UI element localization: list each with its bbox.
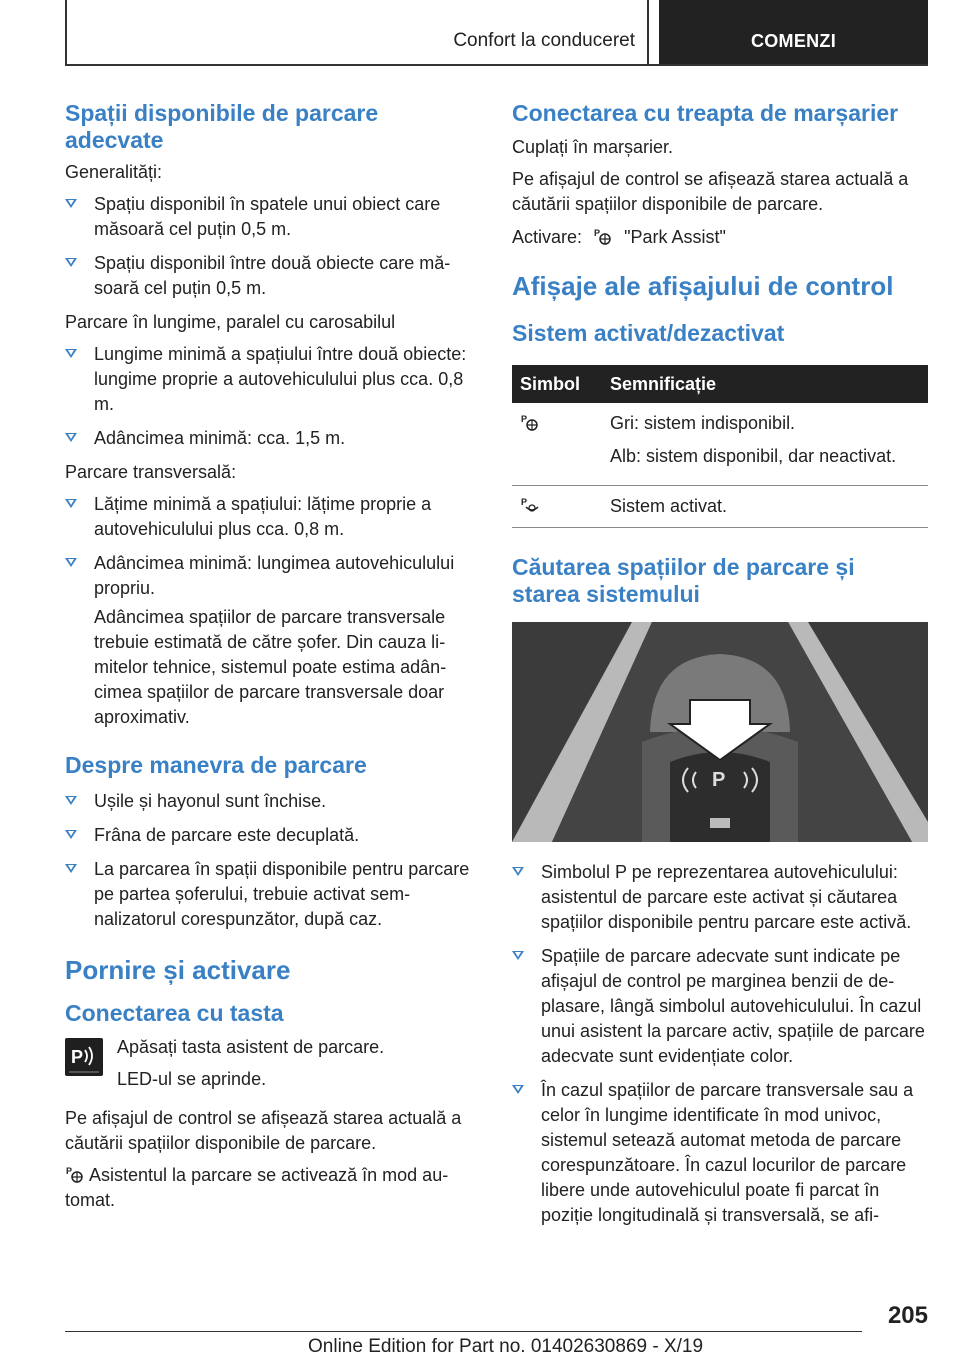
transverse-note: Adâncimea spațiilor de parcare transversale trebuie estimată de către șofer. Din cauza limitelor tehnice, sistemul poate estima adâncimea spațiilor de parcare transversale doar aproximativ.: [94, 607, 447, 727]
bullet-triangle-icon: [65, 499, 77, 508]
longitudinal-label: Parcare în lungime, paralel cu carosabilul: [65, 312, 396, 332]
park-assist-active-icon: [520, 495, 540, 515]
row1-white: Alb: sistem disponibil, dar neactivat.: [610, 446, 897, 466]
bullet-triangle-icon: [65, 796, 77, 805]
maneuver-list: [65, 789, 477, 932]
page-number: 205: [887, 1302, 928, 1329]
heading-reverse: Conectarea cu treapta de marșarier: [512, 100, 899, 126]
reverse-p2: Pe afișajul de control se afișează starea actuală a căutării spațiilor disponibile de parcare.: [512, 169, 909, 214]
bullet-triangle-icon: [65, 349, 77, 358]
button-instruction: [65, 1035, 477, 1092]
list-item: Simbolul P pe reprezentarea autovehiculului: asistentul de parcare este activat și căutarea spațiilor disponibile pentru parcare este activă.: [512, 860, 928, 935]
heading-spaces: Spații disponibile de parcare adecvate: [65, 100, 379, 153]
list-item: Lățime minimă a spațiului: lățime proprie a autovehiculului plus cca. 0,8 m.: [65, 492, 477, 542]
footer-rule: [65, 1331, 862, 1332]
list-item: Adâncimea minimă: lungimea autovehiculului propriu.: [65, 551, 477, 601]
general-list: [65, 192, 477, 301]
row1-gray: Gri: sistem indisponibil.: [610, 413, 796, 433]
figure-p-label: P: [712, 769, 726, 791]
activate-line: Activare: P "Park Assist": [512, 227, 726, 247]
reverse-p1: Cuplați în marșarier.: [512, 137, 674, 157]
list-item: Spațiu disponibil în spatele unui obiect care măsoară cel puțin 0,5 m.: [65, 192, 477, 242]
heading-system: Sistem activat/dezactivat: [512, 320, 785, 346]
symbol-table: [512, 365, 928, 528]
list-item: Spațiu disponibil între două obiecte care măsoară cel puțin 0,5 m.: [65, 251, 477, 301]
bullet-triangle-icon: [512, 867, 524, 876]
list-item: Lungime minimă a spațiului între două obiecte: lungime proprie a autovehiculului plus cca. 0,8 m.: [65, 342, 477, 417]
heading-button: Conectarea cu tasta: [65, 1000, 284, 1026]
park-assist-icon: [65, 1164, 85, 1184]
transverse-list: [65, 492, 477, 601]
right-column: [512, 100, 928, 1237]
auto-text: P Asistentul la parcare se activează în mod automat.: [65, 1165, 449, 1210]
heading-search: Căutarea spațiilor de parcare și starea sistemului: [512, 554, 855, 607]
list-item: La parcarea în spații disponibile pentru parcare pe partea șoferului, trebuie activat semnalizatorul corespunzător, după caz.: [65, 857, 477, 932]
row2-active: Sistem activat.: [610, 496, 728, 516]
table-row: [512, 486, 928, 528]
longitudinal-list: [65, 342, 477, 451]
svg-text:P: P: [594, 228, 601, 238]
bullet-triangle-icon: [512, 1085, 524, 1094]
table-row: [512, 403, 928, 486]
search-list: [512, 860, 928, 1228]
left-column: [65, 100, 477, 1220]
transverse-label: Parcare transversală:: [65, 462, 237, 482]
park-assist-icon: [520, 412, 540, 432]
list-item: Adâncimea minimă: cca. 1,5 m.: [65, 426, 477, 451]
park-assist-button-icon: [65, 1038, 103, 1076]
list-item: Spațiile de parcare adecvate sunt indicate pe afișajul de control pe marginea benzii de deplasare, lângă simbolul autovehiculului. În cazul unui asistent la parcare activ, spațiile de parcare adecvate sunt evidențiate color.: [512, 944, 928, 1069]
header-tab[interactable]: [659, 0, 928, 64]
general-label: Generalități:: [65, 162, 163, 182]
footer-edition: Online Edition for Part no. 01402630869 - X/19: [308, 1336, 704, 1357]
bullet-triangle-icon: [65, 433, 77, 442]
parking-display-figure: [512, 622, 928, 842]
svg-text:P: P: [521, 414, 528, 424]
heading-displays: Afișaje ale afișajului de control: [512, 271, 894, 301]
list-item: În cazul spațiilor de parcare transversale sau a celor în lungime identificate în mod univoc, sistemul setează automat metoda de parcare corespunzătoare. În cazul locurilor de parcare libere unde autovehiculul poate fi parcat în poziție longitudinală și transversală, se afi-: [512, 1078, 928, 1228]
svg-text:P: P: [66, 1166, 73, 1176]
button-line2: LED-ul se aprinde.: [117, 1069, 267, 1089]
table-header-meaning: Semnificație: [602, 365, 928, 403]
bullet-triangle-icon: [65, 558, 77, 567]
bullet-triangle-icon: [65, 199, 77, 208]
table-header-symbol: Simbol: [512, 365, 602, 403]
bullet-triangle-icon: [65, 864, 77, 873]
svg-text:P: P: [71, 1047, 84, 1067]
header-section: [67, 0, 649, 64]
park-assist-icon: [593, 226, 613, 246]
header-section-title: Confort la conduceret: [453, 30, 635, 51]
heading-start: Pornire și activare: [65, 955, 291, 985]
list-item: Frâna de parcare este decuplată.: [65, 823, 477, 848]
header-tab-label: COMENZI: [750, 31, 837, 51]
bullet-triangle-icon: [65, 258, 77, 267]
button-line1: Apăsați tasta asistent de parcare.: [117, 1037, 385, 1057]
bullet-triangle-icon: [512, 951, 524, 960]
heading-maneuver: Despre manevra de parcare: [65, 752, 367, 778]
list-item: Ușile și hayonul sunt închise.: [65, 789, 477, 814]
display-text: Pe afișajul de control se afișează starea actuală a căutării spațiilor disponibile de parcare.: [65, 1108, 462, 1153]
svg-text:P: P: [521, 497, 528, 507]
header-rule: [65, 64, 928, 66]
bullet-triangle-icon: [65, 830, 77, 839]
